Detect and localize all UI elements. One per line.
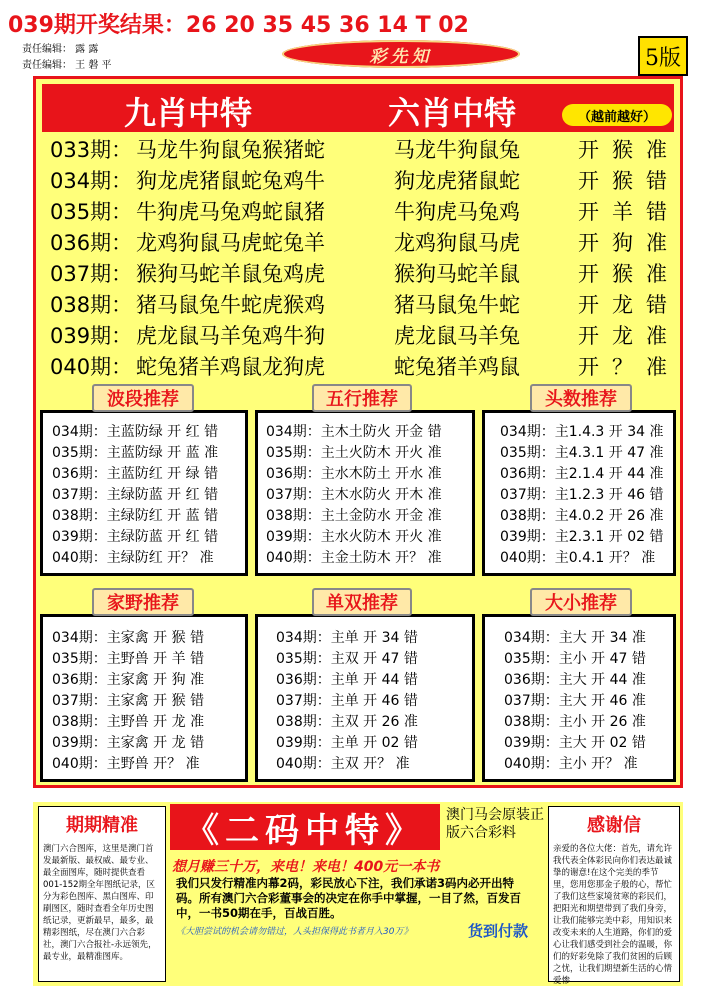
list-item: 040期：主金土防木 开？ 准 [266,550,442,566]
draw-result-headline: 039期开奖结果：26 20 35 45 36 14 T 02 [8,13,469,38]
row-mark: 准 [646,262,667,286]
ad-slogan: 想月赚三十万，来电！来电！400元一本书 [172,859,440,875]
thanks-letter-box [548,806,680,986]
list-item: 036期：主大 开 44 准 [504,672,646,688]
row-result: 羊 [612,200,633,224]
row-kai: 开 [578,200,599,224]
row-nine: 狗龙虎猪鼠蛇兔鸡牛 [136,169,325,193]
banner-tip: （越前越好） [562,104,672,126]
list-item: 035期：主土火防木 开火 准 [266,445,442,461]
banner-six-title: 六肖中特 [388,94,517,132]
row-mark: 错 [646,169,667,193]
list-item: 035期：主双 开 47 错 [276,651,418,667]
left-ad-box [38,806,166,982]
list-item: 040期：主小 开？ 准 [504,756,638,772]
cash-on-delivery-label: 货到付款 [468,922,529,940]
list-item: 040期：主0.4.1 开？ 准 [500,550,656,566]
center-ad-title: 《二码中特》 [170,804,440,850]
list-item: 036期：主单 开 44 错 [276,672,418,688]
list-item: 037期：主木水防火 开木 准 [266,487,442,503]
list-item: 035期：主4.3.1 开 47 准 [500,445,664,461]
row-period: 040期： [50,355,133,379]
list-item: 034期：主蓝防绿 开 红 错 [52,424,219,440]
row-nine: 龙鸡狗鼠马虎蛇兔羊 [136,231,325,255]
head-number-box-lines [500,422,664,569]
brand-badge [282,40,520,68]
row-six: 龙鸡狗鼠马虎 [394,231,520,255]
row-kai: 开 [578,262,599,286]
row-nine: 虎龙鼠马羊兔鸡牛狗 [136,324,325,348]
list-item: 034期：主家禽 开 猴 错 [52,630,205,646]
odd-even-box-lines [276,628,418,775]
left-ad-title: 期期精准 [66,815,138,836]
row-period: 039期： [50,324,133,348]
list-item: 038期：主双 开 26 准 [276,714,418,730]
row-six: 狗龙虎猪鼠蛇 [394,169,520,193]
list-item: 039期：主大 开 02 错 [504,735,646,751]
row-result: 龙 [612,293,633,317]
list-item: 037期：主绿防蓝 开 红 错 [52,487,219,503]
list-item: 038期：主土金防水 开金 准 [266,508,442,524]
list-item: 038期：主小 开 26 准 [504,714,646,730]
big-small-box-title: 大小推荐 [530,588,632,616]
list-item: 034期：主木土防火 开金 错 [266,424,442,440]
list-item: 039期：主家禽 开 龙 错 [52,735,205,751]
row-kai: 开 [578,169,599,193]
banner-nine-title: 九肖中特 [124,94,253,132]
row-result: 猴 [612,138,633,162]
thanks-letter-body: 亲爱的各位大佬：首先，请允许我代表全体彩民向你们表达最诚挚的谢意!在这个完美的季节里，您用您那金子般的心，帮忙了我们这些家境贫寒的彩民们，把阳光和期望带到了我们身旁，让我们能够完美中彩，用知识来改变未来的人生道路，你们的爱心让我们感受到社会的温暖，你们的好彩免除了我们贫困的后顾之忧，让我们期望新生活的心情爱惨 [553,844,673,986]
row-six: 牛狗虎马兔鸡 [394,200,520,224]
row-six: 猴狗马蛇羊鼠 [394,262,520,286]
list-item: 034期：主大 开 34 准 [504,630,646,646]
official-note: 澳门马会原装正版六合彩料 [446,807,544,841]
list-item: 038期：主野兽 开 龙 准 [52,714,205,730]
row-nine: 牛狗虎马兔鸡蛇鼠猪 [136,200,325,224]
list-item: 037期：主大 开 46 准 [504,693,646,709]
list-item: 038期：主绿防红 开 蓝 错 [52,508,219,524]
row-six: 马龙牛狗鼠兔 [394,138,520,162]
ad-description: 我们只发行精准内幕2码，彩民放心下注，我们承诺3码内必开出特码。所有澳门六合彩董事会的决定在你手中掌握，一目了然，百发百中，一书50期在手，百战百胜。 [176,876,521,920]
list-item: 037期：主1.2.3 开 46 错 [500,487,664,503]
edition-badge: 5版 [638,36,688,76]
list-item: 039期：主2.3.1 开 02 错 [500,529,664,545]
row-nine: 马龙牛狗鼠兔猴猪蛇 [136,138,325,162]
list-item: 036期：主蓝防红 开 绿 错 [52,466,219,482]
row-result: 龙 [612,324,633,348]
wave-box-title: 波段推荐 [92,384,194,412]
list-item: 036期：主2.1.4 开 44 准 [500,466,664,482]
list-item: 034期：主1.4.3 开 34 准 [500,424,664,440]
row-period: 033期： [50,138,133,162]
row-six: 猪马鼠兔牛蛇 [394,293,520,317]
list-item: 039期：主绿防蓝 开 红 错 [52,529,219,545]
list-item: 035期：主野兽 开 羊 错 [52,651,205,667]
row-mark: 准 [646,231,667,255]
row-kai: 开 [578,324,599,348]
list-item: 040期：主野兽 开？ 准 [52,756,200,772]
row-period: 036期： [50,231,133,255]
odd-even-box-title: 单双推荐 [312,588,412,616]
list-item: 039期：主单 开 02 错 [276,735,418,751]
row-mark: 准 [646,355,667,379]
list-item: 034期：主单 开 34 错 [276,630,418,646]
row-result: 猴 [612,169,633,193]
list-item: 037期：主家禽 开 猴 错 [52,693,205,709]
row-nine: 猴狗马蛇羊鼠兔鸡虎 [136,262,325,286]
element-box-title: 五行推荐 [312,384,412,412]
head-number-box-title: 头数推荐 [530,384,632,412]
list-item: 038期：主4.0.2 开 26 准 [500,508,664,524]
row-period: 034期： [50,169,133,193]
left-ad-body: 澳门六合图库，这里是澳门首发最新版、最权威、最专业、最全面图库，随时提供查看001-152期全年图纸记录，区分为彩色图库、黑白图库、印刷图区，随时查看全年历史图纸记录，更新最早，最多，最精彩图纸，尽在澳门六合彩社，澳门六合报社-永远领先，最专业，最精准图库。 [43,844,157,962]
row-kai: 开 [578,138,599,162]
editor-line-2: 责任编辑： 王 磐 平 [22,60,112,71]
big-small-box-lines [504,628,646,775]
row-result: 猴 [612,262,633,286]
row-six: 蛇兔猪羊鸡鼠 [394,355,520,379]
list-item: 036期：主水木防土 开水 准 [266,466,442,482]
list-item: 035期：主小 开 47 错 [504,651,646,667]
list-item: 037期：主单 开 46 错 [276,693,418,709]
row-kai: 开 [578,231,599,255]
editor-line-1: 责任编辑： 露 露 [22,44,99,55]
row-result: ？ [612,355,633,379]
list-item: 040期：主绿防红 开？ 准 [52,550,214,566]
list-item: 039期：主水火防木 开火 准 [266,529,442,545]
thanks-letter-title: 感谢信 [587,815,641,836]
element-box-lines [266,422,442,569]
row-nine: 猪马鼠兔牛蛇虎猴鸡 [136,293,325,317]
row-nine: 蛇兔猪羊鸡鼠龙狗虎 [136,355,325,379]
row-kai: 开 [578,293,599,317]
wave-box-lines [52,422,218,569]
row-period: 037期： [50,262,133,286]
row-mark: 准 [646,324,667,348]
row-period: 038期： [50,293,133,317]
brand-text: 彩先知 [369,46,433,67]
row-result: 狗 [612,231,633,255]
list-item: 036期：主家禽 开 狗 准 [52,672,205,688]
list-item: 035期：主蓝防绿 开 蓝 准 [52,445,219,461]
row-mark: 准 [646,138,667,162]
row-kai: 开 [578,355,599,379]
domestic-wild-box-lines [52,628,204,775]
row-mark: 错 [646,200,667,224]
row-six: 虎龙鼠马羊兔 [394,324,520,348]
ad-caution: 《大胆尝试的机会请勿错过，人头担保得此书者月入30万》 [176,927,413,937]
row-period: 035期： [50,200,133,224]
domestic-wild-box-title: 家野推荐 [92,588,194,616]
row-mark: 错 [646,293,667,317]
list-item: 040期：主双 开？ 准 [276,756,410,772]
